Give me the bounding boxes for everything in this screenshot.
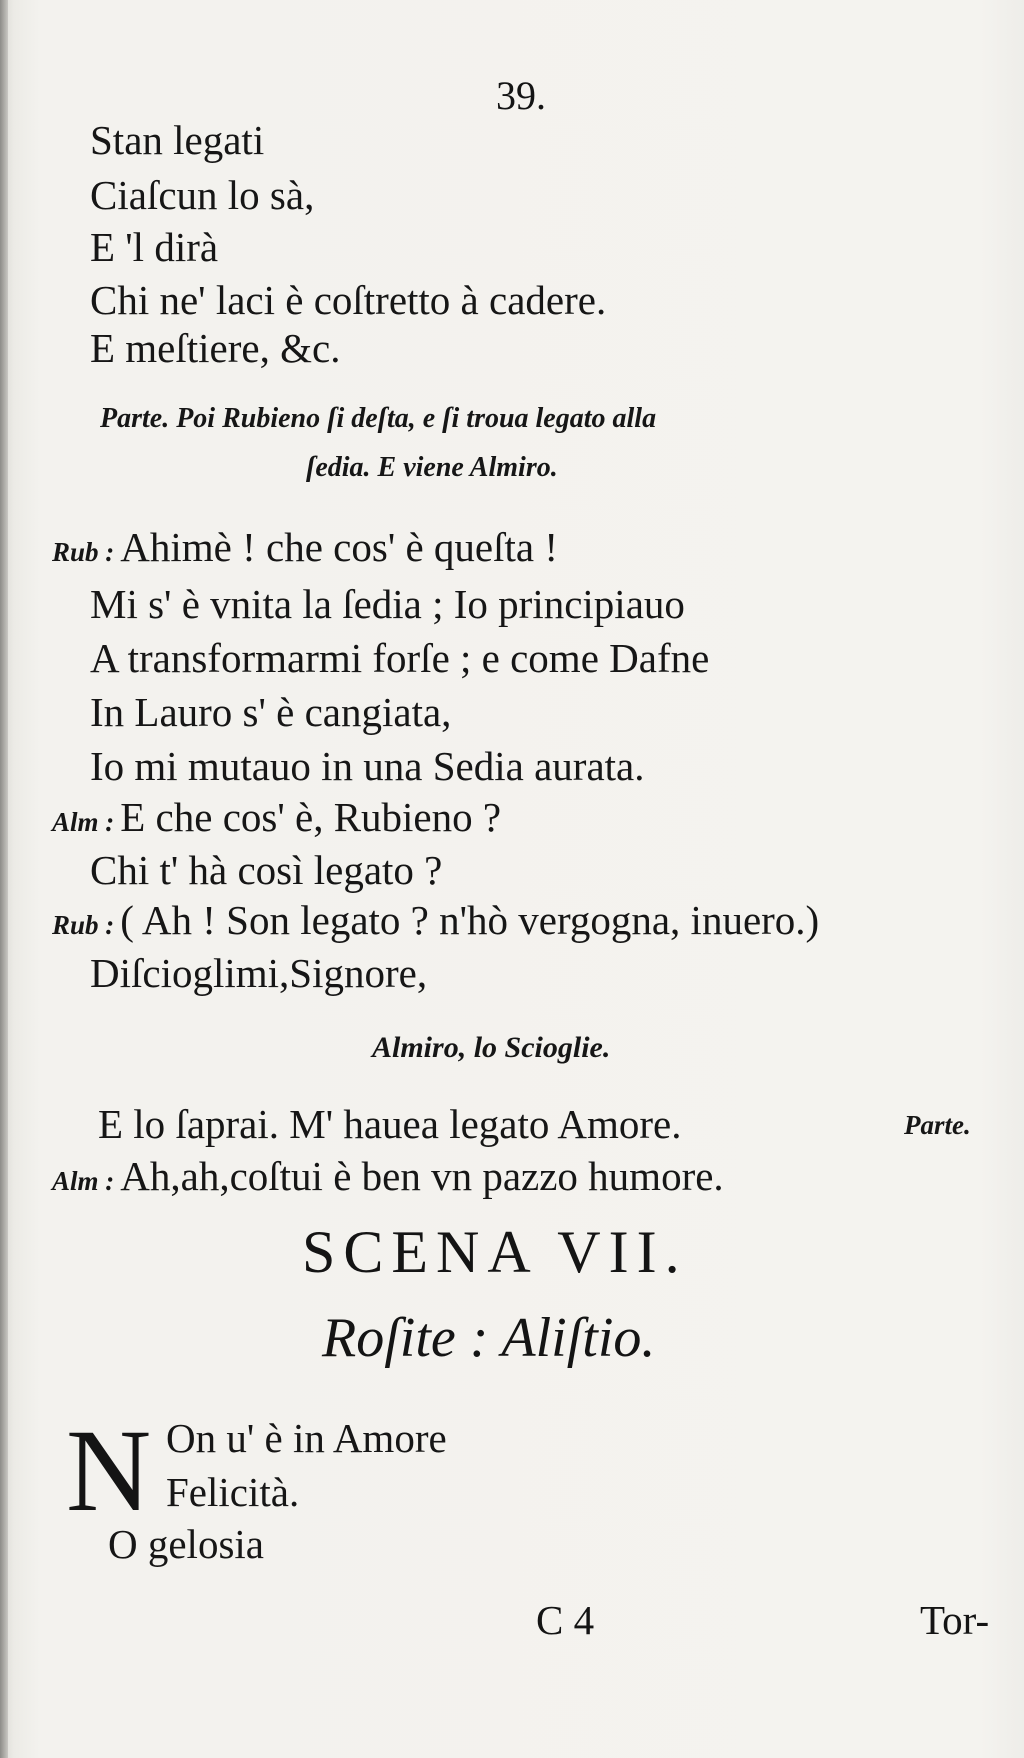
dialogue-line: A transformarmi forſe ; e come Dafne	[90, 635, 710, 681]
dialogue-text: E che cos' è, Rubieno ?	[120, 794, 502, 840]
stage-direction: Almiro, lo Scioglie.	[372, 1031, 611, 1064]
dialogue-line	[52, 794, 502, 840]
dialogue-text: Ah,ah,coſtui è ben vn pazzo humore.	[120, 1153, 724, 1199]
speaker-label: Alm :	[52, 807, 115, 837]
catchword: Tor-	[920, 1597, 990, 1643]
dialogue-line: Io mi mutauo in una Sedia aurata.	[90, 743, 645, 789]
page-number: 39.	[496, 73, 546, 118]
scene-characters: Roſite : Aliſtio.	[322, 1307, 656, 1369]
dialogue-line	[52, 897, 820, 943]
stage-direction: Parte. Poi Rubieno ſi deſta, e ſi troua legato alla	[100, 403, 657, 434]
verse-line: E 'l dirà	[90, 224, 219, 270]
dialogue-line	[52, 1153, 724, 1199]
dialogue-line: Mi s' è vnita la ſedia ; Io principiauo	[90, 581, 685, 627]
drop-cap: N	[66, 1405, 152, 1536]
dialogue-line: Diſcioglimi,Signore,	[90, 950, 428, 996]
dialogue-text: Ahimè ! che cos' è queſta !	[120, 524, 558, 570]
exit-direction: Parte.	[904, 1110, 971, 1140]
dialogue-line: Chi t' hà così legato ?	[90, 847, 443, 893]
verse-line: Chi ne' laci è coſtretto à cadere.	[90, 277, 607, 323]
signature-mark: C 4	[536, 1597, 595, 1643]
verse-line: Ciaſcun lo sà,	[90, 172, 315, 218]
verse-line: On u' è in Amore	[166, 1415, 447, 1461]
verse-line: Stan legati	[90, 117, 265, 163]
binding-edge	[0, 0, 8, 1758]
speaker-label: Alm :	[52, 1166, 115, 1196]
scene-title: SCENA VII.	[302, 1219, 688, 1285]
dialogue-line	[52, 524, 558, 570]
stage-direction: ſedia. E viene Almiro.	[306, 452, 558, 483]
speaker-label: Rub :	[52, 537, 115, 567]
dialogue-text: ( Ah ! Son legato ? n'hò vergogna, inuero.)	[120, 897, 820, 943]
verse-line: Felicità.	[166, 1469, 300, 1515]
speaker-label: Rub :	[52, 910, 115, 940]
verse-line: E meſtiere, &c.	[90, 325, 341, 371]
verse-line: O gelosia	[108, 1521, 264, 1567]
dialogue-line: E lo ſaprai. M' hauea legato Amore.	[98, 1101, 682, 1147]
dialogue-line: In Lauro s' è cangiata,	[90, 689, 452, 735]
